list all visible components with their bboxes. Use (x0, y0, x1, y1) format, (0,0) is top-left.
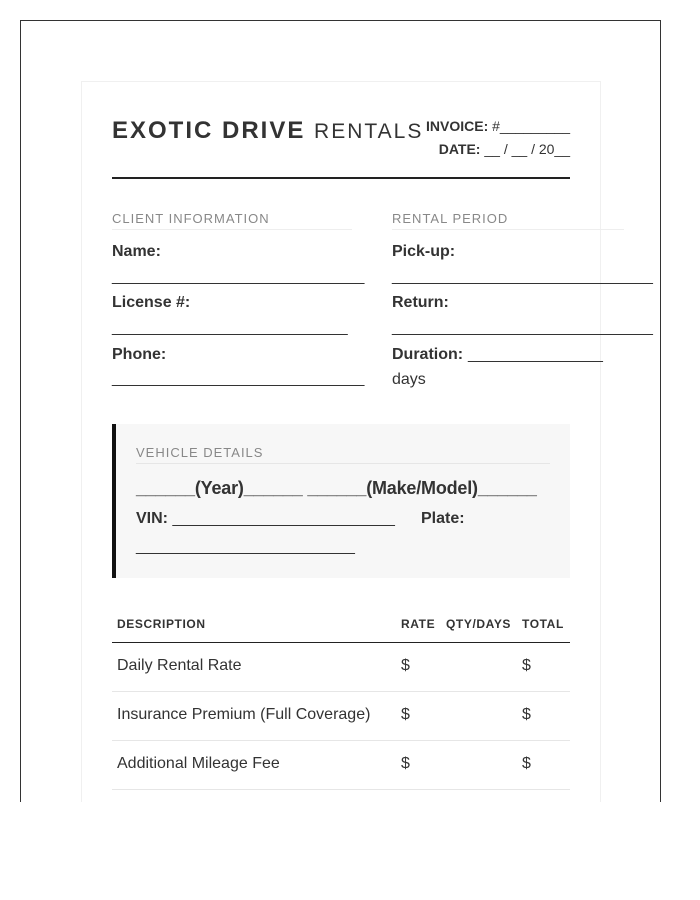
license-label: License #: (112, 294, 191, 311)
plate-field[interactable]: __________________________ (136, 538, 355, 555)
row-description: Daily Rental Rate (117, 657, 242, 674)
license-field[interactable]: ____________________________ (112, 319, 348, 336)
client-section-label: CLIENT INFORMATION (112, 211, 270, 226)
row-divider (112, 691, 570, 692)
vin-field[interactable]: _________________________ (172, 510, 395, 527)
header-divider (112, 177, 570, 179)
date-row (426, 138, 570, 161)
vehicle-model-line[interactable]: ______(Year)______ ______(Make/Model)______ (136, 478, 537, 498)
row-description: Additional Mileage Fee (117, 755, 280, 772)
brand-bold: EXOTIC DRIVE (112, 117, 306, 144)
row-divider (112, 740, 570, 741)
vehicle-section-label: VEHICLE DETAILS (136, 445, 264, 460)
row-total[interactable]: $ (522, 755, 531, 772)
pickup-label: Pick-up: (392, 243, 456, 260)
duration-field[interactable]: ________________ (468, 346, 603, 363)
client-section-rule (112, 229, 352, 230)
date-label: DATE: (438, 141, 481, 157)
phone-field[interactable]: ______________________________ (112, 370, 364, 387)
vin-label: VIN: (136, 510, 168, 527)
date-value[interactable]: __ / __ / 20__ (484, 141, 570, 157)
table-header-rule (112, 642, 570, 643)
vehicle-section-rule (136, 463, 550, 464)
plate-label: Plate: (421, 510, 465, 527)
row-rate[interactable]: $ (401, 755, 410, 772)
return-label: Return: (392, 294, 449, 311)
invoice-value[interactable]: #_________ (492, 118, 570, 134)
brand-light: RENTALS (314, 120, 424, 143)
name-label: Name: (112, 243, 161, 260)
rental-section-label: RENTAL PERIOD (392, 211, 509, 226)
duration-label: Duration: (392, 346, 464, 363)
row-total[interactable]: $ (522, 657, 531, 674)
col-header-qty: QTY/DAYS (446, 617, 512, 631)
row-rate[interactable]: $ (401, 706, 410, 723)
row-total[interactable]: $ (522, 706, 531, 723)
row-description: Insurance Premium (Full Coverage) (117, 706, 371, 723)
col-header-description: DESCRIPTION (117, 617, 206, 631)
invoice-number-row (426, 115, 570, 138)
row-divider (112, 789, 570, 790)
vin-row (136, 510, 395, 528)
invoice-label: INVOICE: (426, 118, 489, 134)
col-header-total: TOTAL (522, 617, 564, 631)
row-rate[interactable]: $ (401, 657, 410, 674)
name-field[interactable]: ______________________________ (112, 268, 364, 285)
col-header-rate: RATE (401, 617, 436, 631)
brand-title (112, 117, 423, 145)
return-field[interactable]: _______________________________ (392, 319, 653, 336)
pickup-field[interactable]: _______________________________ (392, 268, 653, 285)
invoice-meta (426, 115, 570, 161)
duration-days-unit: days (392, 371, 426, 388)
rental-section-rule (392, 229, 624, 230)
phone-label: Phone: (112, 346, 167, 363)
